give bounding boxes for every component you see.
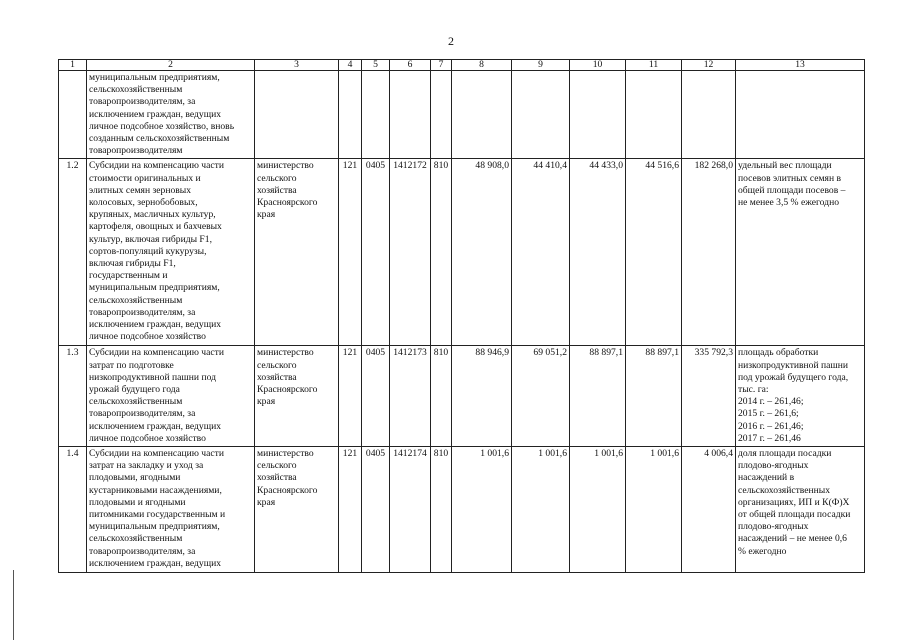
measure-description-line: товаропроизводителям xyxy=(89,145,183,157)
page-number: 2 xyxy=(448,34,454,48)
measure-description-line: муниципальным предприятиям, xyxy=(89,521,220,533)
responsible-agency-line: хозяйства xyxy=(257,184,297,196)
measure-description-line: исключением граждан, ведущих xyxy=(89,319,222,331)
responsible-agency-line: Красноярского xyxy=(257,384,318,396)
value-cell-c8: 48 908,0 xyxy=(452,159,512,346)
measure-description-line: личное подсобное хозяйство xyxy=(89,432,206,444)
expected-result xyxy=(736,346,865,447)
measure-description-line: муниципальным предприятиям, xyxy=(89,282,220,294)
measure-description-line: муниципальным предприятиям, xyxy=(89,72,220,83)
budget-table xyxy=(58,59,865,573)
value-cell-c9 xyxy=(512,71,570,159)
row-number xyxy=(59,71,87,159)
responsible-agency-line: Красноярского xyxy=(257,484,318,496)
column-header: 10 xyxy=(570,60,626,71)
responsible-agency-line: хозяйства xyxy=(257,371,297,383)
value-cell-c11: 88 897,1 xyxy=(626,346,682,447)
expected-result-line: % ежегодно xyxy=(738,545,787,557)
expected-result xyxy=(736,159,865,346)
measure-description-line: включая гибриды F1, xyxy=(89,258,176,270)
responsible-agency-line: министерство xyxy=(257,448,314,460)
value-cell-c8: 88 946,9 xyxy=(452,346,512,447)
column-header: 5 xyxy=(362,60,390,71)
measure-description-line: исключением граждан, ведущих xyxy=(89,420,222,432)
responsible-agency xyxy=(255,346,339,447)
responsible-agency xyxy=(255,159,339,346)
measure-description-line: личное подсобное хозяйство xyxy=(89,331,206,343)
measure-description-line: исключением граждан, ведущих xyxy=(89,557,222,569)
measure-description-line: кустарниковыми насаждениями, xyxy=(89,484,222,496)
expected-result-line: общей площади посевов – xyxy=(738,184,846,196)
expected-result-line: плодово-ягодных xyxy=(738,460,809,472)
expected-result-line: 2015 г. – 261,6; xyxy=(738,408,799,420)
value-cell-c4: 121 xyxy=(339,447,362,573)
value-cell-c6: 1412172 xyxy=(390,159,431,346)
responsible-agency xyxy=(255,71,339,159)
expected-result-line: посевов элитных семян в xyxy=(738,172,842,184)
expected-result-line: сельскохозяйственных xyxy=(738,484,831,496)
responsible-agency-line: сельского xyxy=(257,172,297,184)
responsible-agency-line: сельского xyxy=(257,359,297,371)
measure-description-line: исключением граждан, ведущих xyxy=(89,108,222,120)
value-cell-c11: 44 516,6 xyxy=(626,159,682,346)
value-cell-c11 xyxy=(626,71,682,159)
responsible-agency-line: министерство xyxy=(257,160,314,172)
row-number: 1.2 xyxy=(59,159,87,346)
column-header: 12 xyxy=(682,60,736,71)
measure-description-line: товаропроизводителям, за xyxy=(89,545,196,557)
column-header: 2 xyxy=(87,60,255,71)
value-cell-c6: 1412173 xyxy=(390,346,431,447)
column-header: 13 xyxy=(736,60,865,71)
value-cell-c10: 1 001,6 xyxy=(570,447,626,573)
value-cell-c6: 1412174 xyxy=(390,447,431,573)
table-row xyxy=(59,71,865,159)
measure-description-line: сельскохозяйственным xyxy=(89,396,183,408)
value-cell-c9: 1 001,6 xyxy=(512,447,570,573)
column-header: 4 xyxy=(339,60,362,71)
value-cell-c8 xyxy=(452,71,512,159)
measure-description xyxy=(87,71,255,159)
value-cell-c7 xyxy=(431,71,452,159)
measure-description xyxy=(87,346,255,447)
expected-result-line: под урожай будущего года, xyxy=(738,371,849,383)
expected-result xyxy=(736,447,865,573)
value-cell-c5: 0405 xyxy=(362,159,390,346)
measure-description-line: Субсидии на компенсацию части xyxy=(89,160,224,172)
measure-description-line: товаропроизводителям, за xyxy=(89,408,196,420)
measure-description-line: Субсидии на компенсацию части xyxy=(89,448,224,460)
table-row xyxy=(59,346,865,447)
responsible-agency xyxy=(255,447,339,573)
column-header: 9 xyxy=(512,60,570,71)
column-header: 11 xyxy=(626,60,682,71)
column-header: 7 xyxy=(431,60,452,71)
value-cell-c5 xyxy=(362,71,390,159)
expected-result-line: не менее 3,5 % ежегодно xyxy=(738,197,839,209)
column-header: 6 xyxy=(390,60,431,71)
expected-result-line: плодово-ягодных xyxy=(738,521,809,533)
value-cell-c6 xyxy=(390,71,431,159)
expected-result-line: организациях, ИП и К(Ф)Х xyxy=(738,496,850,508)
responsible-agency-line: министерство xyxy=(257,347,314,359)
responsible-agency-line: сельского xyxy=(257,460,297,472)
value-cell-c7: 810 xyxy=(431,159,452,346)
measure-description-line: стоимости оригинальных и xyxy=(89,172,201,184)
measure-description-line: затрат на закладку и уход за xyxy=(89,460,204,472)
expected-result-line: насаждений в xyxy=(738,472,795,484)
value-cell-c12 xyxy=(682,71,736,159)
measure-description-line: крупяных, масличных культур, xyxy=(89,209,216,221)
measure-description-line: затрат по подготовке xyxy=(89,359,174,371)
value-cell-c8: 1 001,6 xyxy=(452,447,512,573)
value-cell-c10: 44 433,0 xyxy=(570,159,626,346)
expected-result-line: насаждений – не менее 0,6 xyxy=(738,533,847,545)
value-cell-c12: 4 006,4 xyxy=(682,447,736,573)
measure-description-line: товаропроизводителям, за xyxy=(89,96,196,108)
expected-result-line: 2016 г. – 261,46; xyxy=(738,420,804,432)
value-cell-c5: 0405 xyxy=(362,346,390,447)
value-cell-c4: 121 xyxy=(339,346,362,447)
column-header: 1 xyxy=(59,60,87,71)
value-cell-c12: 335 792,3 xyxy=(682,346,736,447)
scan-edge-line xyxy=(13,570,14,640)
measure-description-line: государственным и xyxy=(89,270,168,282)
expected-result-line: 2017 г. – 261,46 xyxy=(738,432,801,444)
measure-description-line: сельскохозяйственным xyxy=(89,294,183,306)
measure-description-line: товаропроизводителям, за xyxy=(89,306,196,318)
responsible-agency-line: Красноярского xyxy=(257,197,318,209)
value-cell-c10: 88 897,1 xyxy=(570,346,626,447)
expected-result-line: доля площади посадки xyxy=(738,448,832,460)
measure-description-line: колосовых, зернобобовых, xyxy=(89,197,198,209)
column-header: 3 xyxy=(255,60,339,71)
measure-description-line: урожай будущего года xyxy=(89,384,180,396)
expected-result-line: удельный вес площади xyxy=(738,160,832,172)
responsible-agency-line: хозяйства xyxy=(257,472,297,484)
measure-description-line: сортов-популяций кукурузы, xyxy=(89,245,207,257)
measure-description-line: сельскохозяйственным xyxy=(89,533,183,545)
measure-description-line: низкопродуктивной пашни под xyxy=(89,371,216,383)
responsible-agency-line: края xyxy=(257,396,276,408)
responsible-agency-line: края xyxy=(257,496,276,508)
row-number: 1.3 xyxy=(59,346,87,447)
value-cell-c4 xyxy=(339,71,362,159)
table-row xyxy=(59,159,865,346)
measure-description-line: питомниками государственным и xyxy=(89,509,226,521)
measure-description-line: Субсидии на компенсацию части xyxy=(89,347,224,359)
row-number: 1.4 xyxy=(59,447,87,573)
expected-result-line: площадь обработки xyxy=(738,347,819,359)
measure-description-line: созданным сельскохозяйственным xyxy=(89,133,230,145)
expected-result xyxy=(736,71,865,159)
table-row xyxy=(59,447,865,573)
measure-description-line: личное подсобное хозяйство, вновь xyxy=(89,120,235,132)
measure-description xyxy=(87,159,255,346)
expected-result-line: 2014 г. – 261,46; xyxy=(738,396,804,408)
header-row xyxy=(59,60,865,71)
measure-description-line: картофеля, овощных и бахчевых xyxy=(89,221,222,233)
expected-result-line: низкопродуктивной пашни xyxy=(738,359,849,371)
value-cell-c7: 810 xyxy=(431,447,452,573)
value-cell-c10 xyxy=(570,71,626,159)
responsible-agency-line: края xyxy=(257,209,276,221)
measure-description-line: сельскохозяйственным xyxy=(89,84,183,96)
value-cell-c7: 810 xyxy=(431,346,452,447)
expected-result-line: от общей площади посадки xyxy=(738,509,851,521)
measure-description-line: плодовыми и ягодными xyxy=(89,496,186,508)
expected-result-line: тыс. га: xyxy=(738,384,769,396)
column-header: 8 xyxy=(452,60,512,71)
measure-description-line: элитных семян зерновых xyxy=(89,184,192,196)
value-cell-c9: 69 051,2 xyxy=(512,346,570,447)
measure-description-line: культур, включая гибриды F1, xyxy=(89,233,212,245)
measure-description-line: плодовыми, ягодными xyxy=(89,472,181,484)
value-cell-c5: 0405 xyxy=(362,447,390,573)
value-cell-c9: 44 410,4 xyxy=(512,159,570,346)
measure-description xyxy=(87,447,255,573)
value-cell-c12: 182 268,0 xyxy=(682,159,736,346)
value-cell-c4: 121 xyxy=(339,159,362,346)
value-cell-c11: 1 001,6 xyxy=(626,447,682,573)
